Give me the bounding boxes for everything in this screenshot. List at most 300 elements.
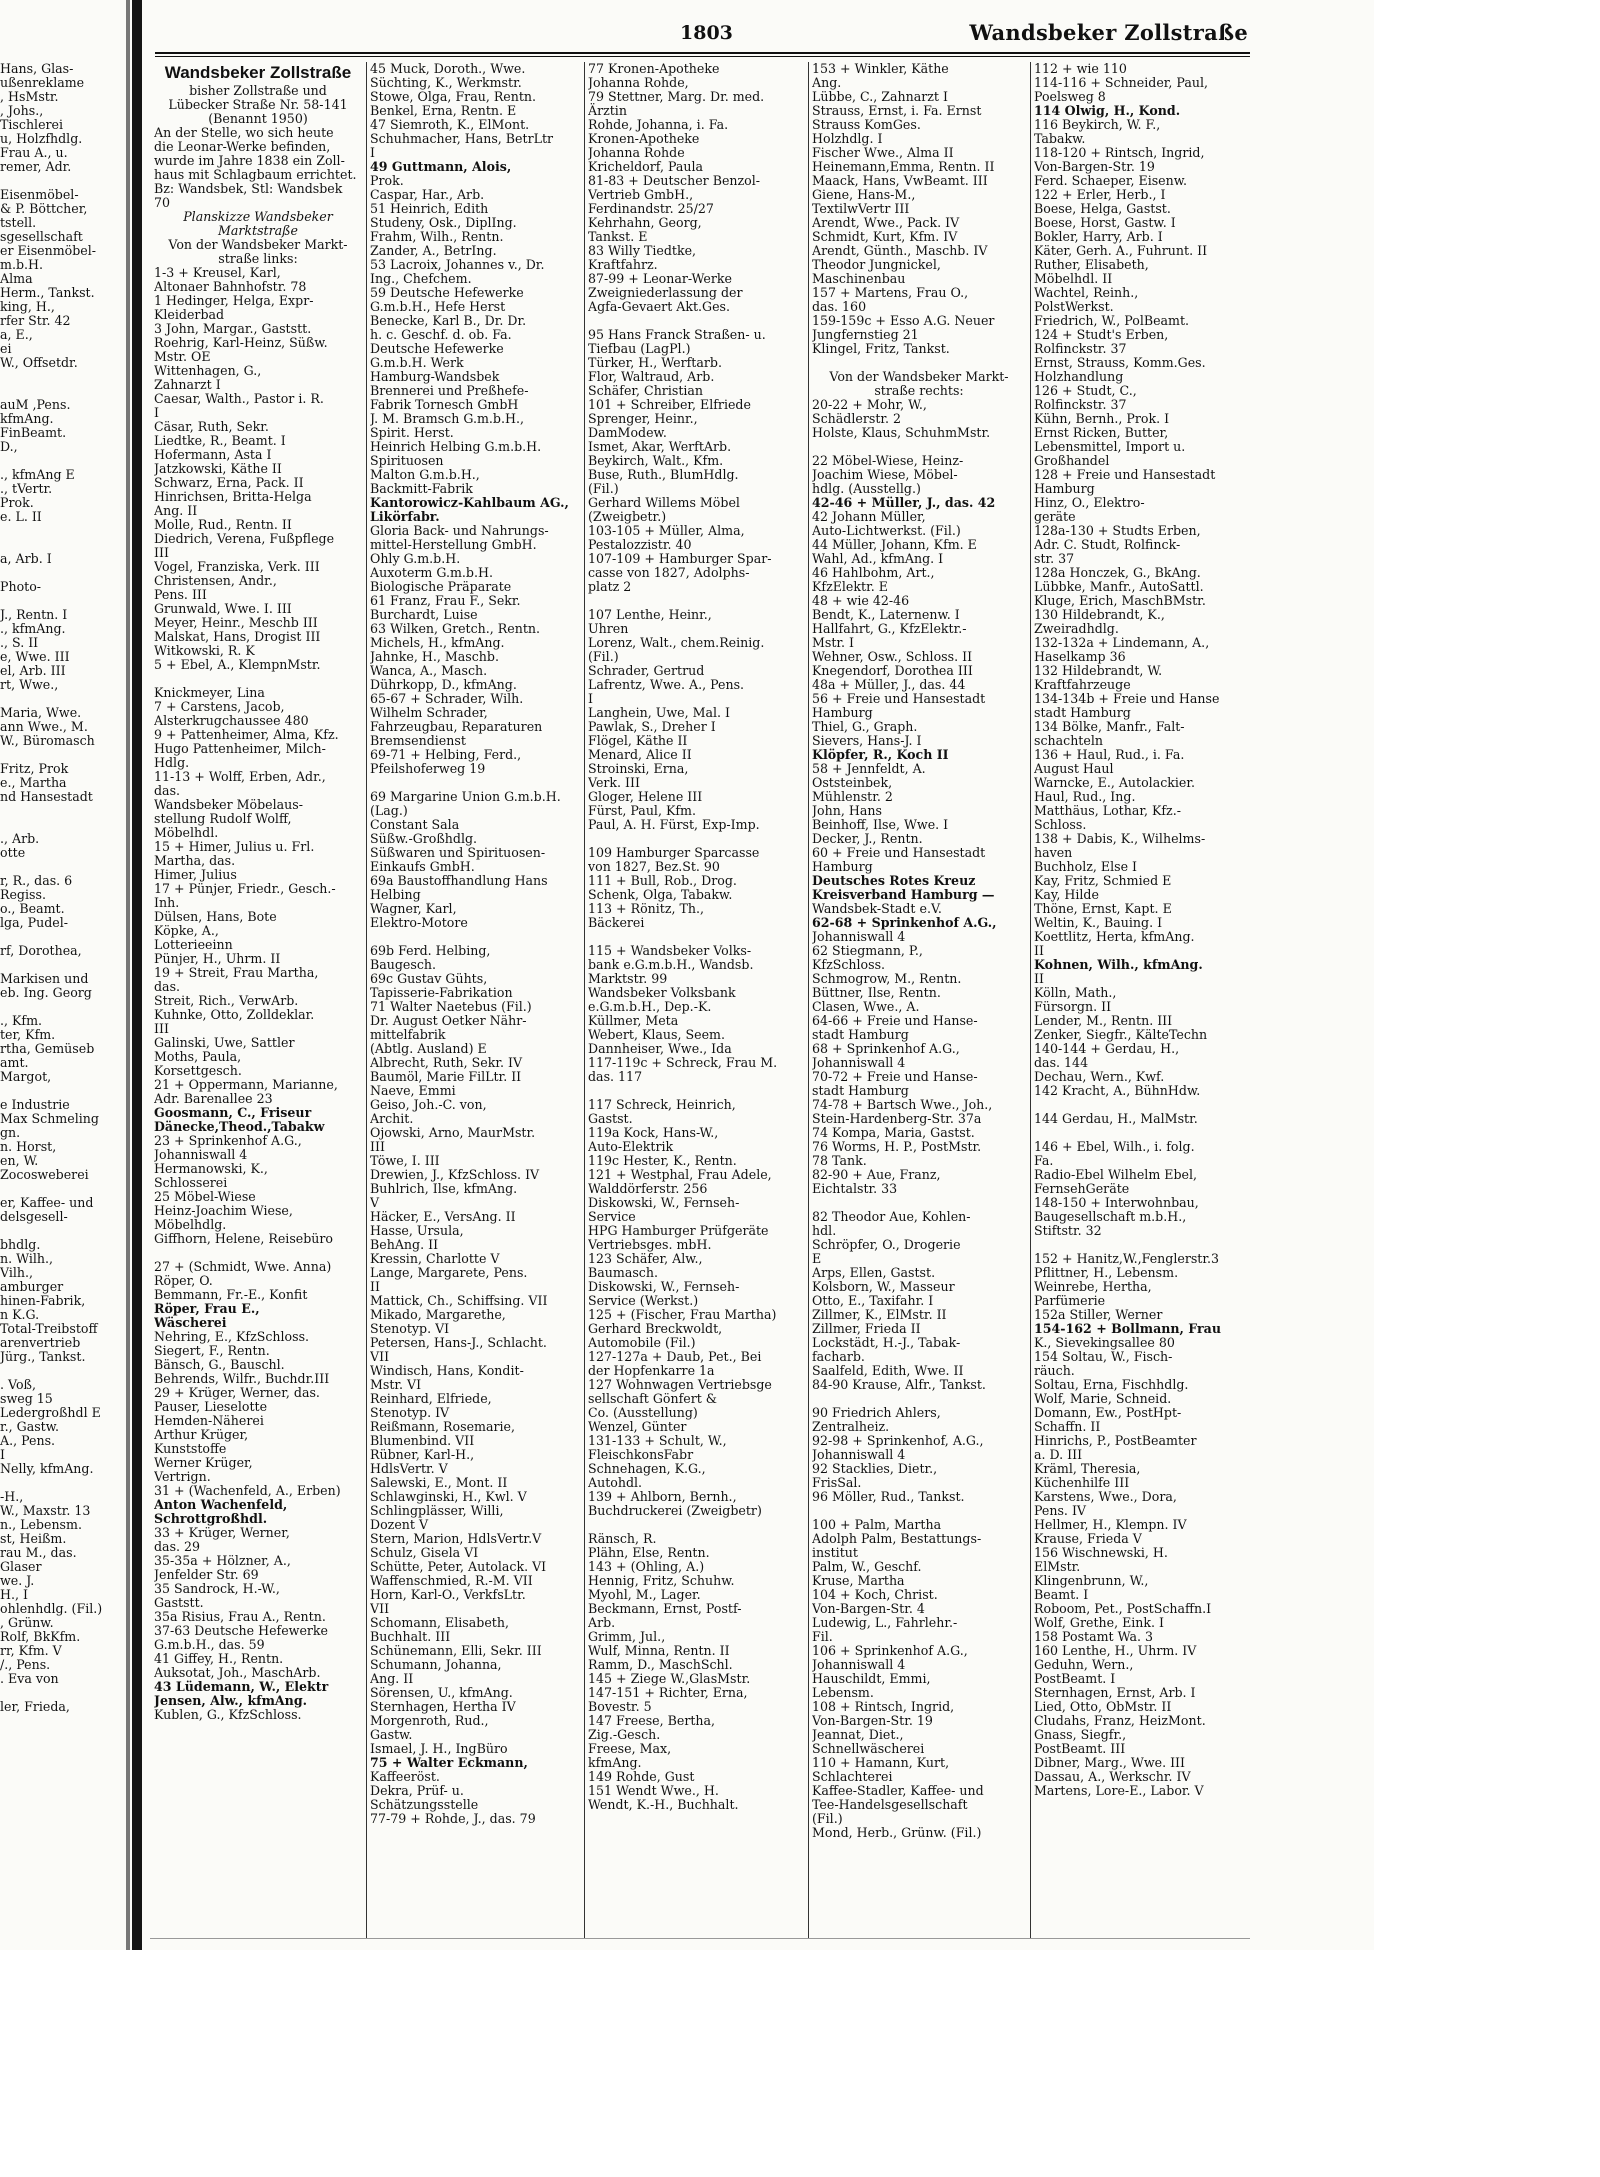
fragment-line: e. L. II bbox=[0, 509, 42, 524]
previous-page-fragment bbox=[0, 62, 126, 1714]
directory-entry: Schomann, Elisabeth, bbox=[370, 1615, 509, 1630]
directory-entry: 45 Muck, Doroth., Wwe. bbox=[370, 62, 526, 76]
directory-entry: Kuhnke, Otto, Zolldeklar. bbox=[154, 1007, 315, 1022]
directory-entry-bold: 49 Guttmann, Alois, bbox=[370, 159, 512, 174]
directory-entry: Hamburg bbox=[812, 705, 873, 720]
fragment-line: tstell. bbox=[0, 215, 37, 230]
directory-entry: 107 Lenthe, Heinr., bbox=[588, 607, 712, 622]
directory-entry: Michels, H., kfmAng. bbox=[370, 635, 505, 650]
directory-entry: Lübbke, Manfr., AutoSattl. bbox=[1034, 579, 1204, 594]
directory-entry: PostBeamt. I bbox=[1034, 1671, 1116, 1686]
directory-entry: Caesar, Walth., Pastor i. R. bbox=[154, 391, 324, 406]
directory-entry: haven bbox=[1034, 845, 1073, 860]
fragment-line: Vilh., bbox=[0, 1265, 34, 1280]
directory-entry: Lorenz, Walt., chem.Reinig. bbox=[588, 635, 765, 650]
directory-column-4 bbox=[812, 62, 1026, 1840]
directory-entry: Adr. Barenallee 23 bbox=[154, 1091, 273, 1106]
directory-entry: Albrecht, Ruth, Sekr. IV bbox=[370, 1055, 523, 1070]
directory-entry: Hemden-Näherei bbox=[154, 1413, 264, 1428]
directory-entry: Fa. bbox=[1034, 1153, 1054, 1168]
directory-entry: III bbox=[370, 1139, 385, 1154]
directory-entry: III bbox=[154, 1021, 169, 1036]
directory-entry: 154 Soltau, W., Fisch- bbox=[1034, 1349, 1173, 1364]
fragment-line: Total-Treibstoff bbox=[0, 1321, 98, 1336]
directory-entry: Stern, Marion, HdlsVertr.V bbox=[370, 1531, 542, 1546]
fragment-line: D., bbox=[0, 439, 18, 454]
directory-entry: Verk. III bbox=[588, 775, 640, 790]
directory-entry: Hasse, Ursula, bbox=[370, 1223, 464, 1238]
directory-entry-bold: Klöpfer, R., Koch II bbox=[812, 747, 949, 762]
directory-entry: Pawlak, S., Dreher I bbox=[588, 719, 716, 734]
directory-entry: Rolfinckstr. 37 bbox=[1034, 397, 1127, 412]
directory-entry: 1 Hedinger, Helga, Expr- bbox=[154, 293, 314, 308]
directory-entry: geräte bbox=[1034, 509, 1076, 524]
directory-entry: Möbelhdl. bbox=[154, 825, 219, 840]
directory-entry: Hugo Pattenheimer, Milch- bbox=[154, 741, 326, 756]
directory-entry: Mstr. I bbox=[812, 635, 855, 650]
directory-entry: 29 + Krüger, Werner, das. bbox=[154, 1385, 320, 1400]
directory-entry: 138 + Dabis, K., Wilhelms- bbox=[1034, 831, 1206, 846]
directory-entry: HdlsVertr. V bbox=[370, 1461, 448, 1476]
directory-entry: Baugesch. bbox=[370, 957, 437, 972]
directory-entry: Soltau, Erna, Fischhdlg. bbox=[1034, 1377, 1189, 1392]
directory-entry: Lange, Margarete, Pens. bbox=[370, 1265, 528, 1280]
directory-entry: 112 + wie 110 bbox=[1034, 62, 1127, 76]
directory-entry: Beinhoff, Ilse, Wwe. I bbox=[812, 817, 949, 832]
directory-entry bbox=[370, 930, 580, 944]
directory-entry: Geiso, Joh.-C. von, bbox=[370, 1097, 487, 1112]
fragment-line: n. Horst, bbox=[0, 1139, 57, 1154]
directory-entry: Eichtalstr. 33 bbox=[812, 1181, 898, 1196]
directory-entry: Bemmann, Fr.-E., Konfit bbox=[154, 1287, 308, 1302]
header-rule bbox=[155, 52, 1250, 54]
fragment-line bbox=[0, 538, 126, 552]
directory-entry: Schnehagen, K.G., bbox=[588, 1461, 706, 1476]
directory-entry: I bbox=[588, 691, 593, 706]
directory-entry: Autohdl. bbox=[588, 1475, 643, 1490]
directory-entry: Windisch, Hans, Kondit- bbox=[370, 1363, 524, 1378]
fragment-line: ei bbox=[0, 341, 12, 356]
directory-entry: 59 Deutsche Hefewerke bbox=[370, 285, 524, 300]
directory-entry: str. 37 bbox=[1034, 551, 1075, 566]
directory-entry: Käter, Gerh. A., Fuhrunt. II bbox=[1034, 243, 1208, 258]
directory-entry: 111 + Bull, Rob., Drog. bbox=[588, 873, 737, 888]
fragment-line: Frau A., u. bbox=[0, 145, 68, 160]
directory-entry-bold: Anton Wachenfeld, bbox=[154, 1497, 288, 1512]
directory-entry: Tabakw. bbox=[1034, 131, 1086, 146]
fragment-line: lga, Pudel- bbox=[0, 915, 68, 930]
directory-entry: 46 Hahlbohm, Art., bbox=[812, 565, 935, 580]
directory-entry: Köpke, A., bbox=[154, 923, 219, 938]
directory-entry: Pfeilshoferweg 19 bbox=[370, 761, 486, 776]
directory-entry: Strauss, Ernst, i. Fa. Ernst bbox=[812, 103, 982, 118]
directory-entry: 126 + Studt, C., bbox=[1034, 383, 1137, 398]
directory-entry: Schlawginski, H., Kwl. V bbox=[370, 1489, 527, 1504]
directory-entry: Weltin, K., Bauing. I bbox=[1034, 915, 1163, 930]
directory-entry: Von-Bargen-Str. 19 bbox=[1034, 159, 1155, 174]
directory-entry: Büttner, Ilse, Rentn. bbox=[812, 985, 941, 1000]
directory-entry: Dr. August Oetker Nähr- bbox=[370, 1013, 527, 1028]
fragment-line: e, Wwe. III bbox=[0, 649, 70, 664]
directory-entry: Domann, Ew., PostHpt- bbox=[1034, 1405, 1182, 1420]
fragment-line bbox=[0, 1084, 126, 1098]
directory-entry: (Zweigbetr.) bbox=[588, 509, 667, 524]
directory-entry: Haselkamp 36 bbox=[1034, 649, 1126, 664]
directory-entry: An der Stelle, wo sich heute bbox=[154, 125, 334, 140]
directory-entry: Ferdinandstr. 25/27 bbox=[588, 201, 714, 216]
directory-entry bbox=[812, 1504, 1026, 1518]
directory-entry: 74-78 + Bartsch Wwe., Joh., bbox=[812, 1097, 993, 1112]
fragment-line: eb. Ing. Georg bbox=[0, 985, 92, 1000]
directory-entry: Fürst, Paul, Kfm. bbox=[588, 803, 696, 818]
directory-entry: Marktstr. 99 bbox=[588, 971, 668, 986]
directory-entry: Jahnke, H., Maschb. bbox=[370, 649, 499, 664]
directory-entry: Schmidt, Kurt, Kfm. IV bbox=[812, 229, 958, 244]
directory-entry: 17 + Pünjer, Friedr., Gesch.- bbox=[154, 881, 336, 896]
directory-entry-bold: Jensen, Alw., kfmAng. bbox=[154, 1693, 308, 1708]
directory-entry: Zig.-Gesch. bbox=[588, 1727, 661, 1742]
directory-entry: 142 Kracht, A., BühnHdw. bbox=[1034, 1083, 1201, 1098]
directory-entry: Gerhard Breckwoldt, bbox=[588, 1321, 723, 1336]
fragment-line: ter, Kfm. bbox=[0, 1027, 56, 1042]
directory-entry: Stein-Hardenberg-Str. 37a bbox=[812, 1111, 982, 1126]
directory-entry: Kehrhahn, Georg, bbox=[588, 215, 702, 230]
directory-entry: 118-120 + Rintsch, Ingrid, bbox=[1034, 145, 1205, 160]
directory-entry: 69 Margarine Union G.m.b.H. bbox=[370, 789, 561, 804]
directory-entry: Johanniswall 4 bbox=[812, 1055, 906, 1070]
directory-entry-bold: Wäscherei bbox=[154, 1315, 227, 1330]
directory-entry: Bäckerei bbox=[588, 915, 645, 930]
directory-entry: 117-119c + Schreck, Frau M. bbox=[588, 1055, 778, 1070]
directory-entry: 100 + Palm, Martha bbox=[812, 1517, 942, 1532]
directory-entry-bold: Goosmann, C., Friseur bbox=[154, 1105, 312, 1120]
directory-entry: Schnellwäscherei bbox=[812, 1741, 925, 1756]
directory-entry: 5 + Ebel, A., KlempnMstr. bbox=[154, 657, 321, 672]
directory-entry: G.m.b.H., das. 59 bbox=[154, 1637, 265, 1652]
directory-entry: 106 + Sprinkenhof A.G., bbox=[812, 1643, 968, 1658]
directory-entry: 115 + Wandsbeker Volks- bbox=[588, 943, 752, 958]
directory-entry: Lied, Otto, ObMstr. II bbox=[1034, 1699, 1172, 1714]
fragment-line: W., Offsetdr. bbox=[0, 355, 78, 370]
directory-entry: Ernst Ricken, Butter, bbox=[1034, 425, 1169, 440]
directory-entry: Knegendorf, Dorothea III bbox=[812, 663, 973, 678]
directory-entry: (Abtlg. Ausland) E bbox=[370, 1041, 487, 1056]
directory-entry: 109 Hamburger Sparcasse bbox=[588, 845, 760, 860]
directory-entry: Meyer, Heinr., Meschb III bbox=[154, 615, 318, 630]
directory-entry: das. 160 bbox=[812, 299, 867, 314]
directory-entry: 11-13 + Wolff, Erben, Adr., bbox=[154, 769, 326, 784]
fragment-line: , Johs., bbox=[0, 103, 44, 118]
directory-entry: PostBeamt. III bbox=[1034, 1741, 1126, 1756]
directory-entry: 149 Rohde, Gust bbox=[588, 1769, 695, 1784]
directory-entry: Blumenbind. VII bbox=[370, 1433, 475, 1448]
directory-entry: Kühn, Bernh., Prok. I bbox=[1034, 411, 1170, 426]
directory-entry: 107-109 + Hamburger Spar- bbox=[588, 551, 772, 566]
directory-entry: Wendt, K.-H., Buchhalt. bbox=[588, 1797, 739, 1812]
directory-entry: Holste, Klaus, SchuhmMstr. bbox=[812, 425, 991, 440]
directory-entry: mittel-Herstellung GmbH. bbox=[370, 537, 537, 552]
directory-entry: 48 + wie 42-46 bbox=[812, 593, 910, 608]
directory-entry: Kublen, G., KfzSchloss. bbox=[154, 1707, 302, 1722]
directory-entry: Rohde, Johanna, i. Fa. bbox=[588, 117, 729, 132]
fragment-line: amt. bbox=[0, 1055, 29, 1070]
directory-entry: Lender, M., Rentn. III bbox=[1034, 1013, 1173, 1028]
directory-entry: Arthur Krüger, bbox=[154, 1427, 249, 1442]
directory-entry: Schätzungsstelle bbox=[370, 1797, 479, 1812]
directory-entry: II bbox=[1034, 971, 1044, 986]
directory-entry: Weinrebe, Hertha, bbox=[1034, 1279, 1152, 1294]
directory-entry: Baugesellschaft m.b.H., bbox=[1034, 1209, 1187, 1224]
directory-entry: Co. (Ausstellung) bbox=[588, 1405, 698, 1420]
directory-entry: 113 + Rönitz, Th., bbox=[588, 901, 705, 916]
directory-entry: 21 + Oppermann, Marianne, bbox=[154, 1077, 338, 1092]
fragment-line bbox=[0, 1686, 126, 1700]
directory-entry: Wandsbeker Möbelaus- bbox=[154, 797, 303, 812]
directory-entry: Schmogrow, M., Rentn. bbox=[812, 971, 962, 986]
fragment-line: r, R., das. 6 bbox=[0, 873, 73, 888]
directory-entry: räuch. bbox=[1034, 1363, 1075, 1378]
directory-entry: Pünjer, H., Uhrm. II bbox=[154, 951, 281, 966]
directory-entry: 74 Kompa, Maria, Gastst. bbox=[812, 1125, 975, 1140]
directory-entry: (Fil.) bbox=[812, 1811, 843, 1826]
directory-entry: Heinrich Helbing G.m.b.H. bbox=[370, 439, 542, 454]
column-divider bbox=[1030, 62, 1031, 1938]
directory-entry: 41 Giffey, H., Rentn. bbox=[154, 1651, 284, 1666]
fragment-line: delsgesell- bbox=[0, 1209, 68, 1224]
directory-entry: Bendt, K., Laternenw. I bbox=[812, 607, 960, 622]
directory-entry: Schaffn. II bbox=[1034, 1419, 1101, 1434]
directory-entry: Tiefbau (LagPl.) bbox=[588, 341, 691, 356]
directory-entry: Archit. bbox=[370, 1111, 414, 1126]
directory-entry: Dechau, Wern., Kwf. bbox=[1034, 1069, 1165, 1084]
directory-entry: Menard, Alice II bbox=[588, 747, 692, 762]
directory-entry: Wahl, Ad., kfmAng. I bbox=[812, 551, 944, 566]
directory-entry: Wolf, Marie, Schneid. bbox=[1034, 1391, 1172, 1406]
directory-entry: Service bbox=[588, 1209, 636, 1224]
directory-entry: (Fil.) bbox=[588, 481, 619, 496]
directory-entry: 62 Stiegmann, P., bbox=[812, 943, 923, 958]
fragment-line: Markisen und bbox=[0, 971, 89, 986]
directory-entry: Arps, Ellen, Gastst. bbox=[812, 1265, 936, 1280]
directory-entry: 125 + (Fischer, Frau Martha) bbox=[588, 1307, 777, 1322]
fragment-line: rt, Wwe., bbox=[0, 677, 59, 692]
section-note: bisher Zollstraße und bbox=[189, 83, 327, 98]
directory-entry: Schenk, Olga, Tabakw. bbox=[588, 887, 733, 902]
directory-entry: Knickmeyer, Lina bbox=[154, 685, 265, 700]
directory-entry: Einkaufs GmbH. bbox=[370, 859, 475, 874]
directory-entry: Horn, Karl-O., VerkfsLtr. bbox=[370, 1587, 526, 1602]
running-title: Wandsbeker Zollstraße bbox=[969, 20, 1248, 45]
fragment-line: bhdlg. bbox=[0, 1237, 41, 1252]
directory-entry: Mikado, Margarethe, bbox=[370, 1307, 506, 1322]
directory-entry: 44 Müller, Johann, Kfm. E bbox=[812, 537, 977, 552]
directory-entry: Kressin, Charlotte V bbox=[370, 1251, 500, 1266]
directory-entry: Hellmer, H., Klempn. IV bbox=[1034, 1517, 1187, 1532]
directory-entry-bold: Deutsches Rotes Kreuz bbox=[812, 873, 976, 888]
fragment-line: Tischlerei bbox=[0, 117, 64, 132]
directory-entry: DamModew. bbox=[588, 425, 667, 440]
directory-entry: Heinz-Joachim Wiese, bbox=[154, 1203, 293, 1218]
directory-entry: Fabrik Tornesch GmbH bbox=[370, 397, 519, 412]
directory-entry: Kräml, Theresia, bbox=[1034, 1461, 1141, 1476]
fragment-line: e., Martha bbox=[0, 775, 67, 790]
fragment-line: Herm., Tankst. bbox=[0, 285, 95, 300]
directory-entry: Zillmer, K., ElMstr. II bbox=[812, 1307, 947, 1322]
directory-entry: 23 + Sprinkenhof A.G., bbox=[154, 1133, 302, 1148]
directory-entry: 122 + Erler, Herb., I bbox=[1034, 187, 1166, 202]
fragment-line: rr, Kfm. V bbox=[0, 1643, 62, 1658]
directory-entry: 37-63 Deutsche Hefewerke bbox=[154, 1623, 329, 1638]
directory-entry: Möbelhdl. II bbox=[1034, 271, 1113, 286]
directory-entry: Morgenroth, Rud., bbox=[370, 1713, 489, 1728]
directory-entry: 158 Postamt Wa. 3 bbox=[1034, 1629, 1154, 1644]
directory-entry: Waffenschmied, R.-M. VII bbox=[370, 1573, 533, 1588]
directory-entry: Cludahs, Franz, HeizMont. bbox=[1034, 1713, 1206, 1728]
directory-entry: 15 + Himer, Julius u. Frl. bbox=[154, 839, 315, 854]
directory-entry: Stiftstr. 32 bbox=[1034, 1223, 1102, 1238]
directory-entry: 82-90 + Aue, Franz, bbox=[812, 1167, 941, 1182]
directory-entry: 69c Gustav Gühts, bbox=[370, 971, 488, 986]
directory-entry: Von-Bargen-Str. 4 bbox=[812, 1601, 925, 1616]
directory-entry bbox=[1034, 1238, 1248, 1252]
directory-entry: Benecke, Karl B., Dr. Dr. bbox=[370, 313, 527, 328]
directory-entry: 132 Hildebrandt, W. bbox=[1034, 663, 1163, 678]
directory-entry-bold: 154-162 + Bollmann, Frau bbox=[1034, 1321, 1221, 1336]
fragment-line: n K.G. bbox=[0, 1307, 40, 1322]
directory-entry: 60 + Freie und Hansestadt bbox=[812, 845, 986, 860]
directory-entry: 144 Gerdau, H., MalMstr. bbox=[1034, 1111, 1198, 1126]
directory-entry: Siegert, F., Rentn. bbox=[154, 1343, 270, 1358]
directory-entry: I bbox=[154, 405, 159, 420]
directory-entry: Auxoterm G.m.b.H. bbox=[370, 565, 493, 580]
directory-entry: Martens, Lore-E., Labor. V bbox=[1034, 1783, 1204, 1798]
directory-entry: Maack, Hans, VwBeamt. III bbox=[812, 173, 988, 188]
fragment-line: . Voß, bbox=[0, 1377, 36, 1392]
directory-entry: hdlg. (Ausstellg.) bbox=[812, 481, 921, 496]
directory-entry: Schrader, Gertrud bbox=[588, 663, 705, 678]
directory-entry bbox=[812, 1392, 1026, 1406]
directory-entry-bold: Dänecke,Theod.,Tabakw bbox=[154, 1119, 325, 1134]
directory-entry: Burchardt, Luise bbox=[370, 607, 478, 622]
directory-entry: Matthäus, Lothar, Kfz.- bbox=[1034, 803, 1181, 818]
directory-entry: Automobile (Fil.) bbox=[588, 1335, 696, 1350]
fragment-line: remer, Adr. bbox=[0, 159, 72, 174]
directory-entry: Wachtel, Reinh., bbox=[1034, 285, 1139, 300]
directory-entry: Thöne, Ernst, Kapt. E bbox=[1034, 901, 1172, 916]
directory-entry: stadt Hamburg bbox=[812, 1083, 909, 1098]
directory-entry: Dibner, Marg., Wwe. III bbox=[1034, 1755, 1185, 1770]
fragment-line: a, Arb. I bbox=[0, 551, 52, 566]
directory-entry: Himer, Julius bbox=[154, 867, 237, 882]
directory-entry: Auksotat, Joh., MaschArb. bbox=[154, 1665, 321, 1680]
directory-entry: 134-134b + Freie und Hanse bbox=[1034, 691, 1220, 706]
directory-entry: Ohly G.m.b.H. bbox=[370, 551, 461, 566]
directory-entry: Petersen, Hans-J., Schlacht. bbox=[370, 1335, 547, 1350]
directory-entry: 70 bbox=[154, 195, 171, 210]
directory-entry: Küchenhilfe III bbox=[1034, 1475, 1130, 1490]
directory-entry: 65-67 + Schrader, Wilh. bbox=[370, 691, 524, 706]
directory-entry bbox=[588, 832, 804, 846]
fragment-line: a, E., bbox=[0, 327, 33, 342]
directory-entry: Johanniswall 4 bbox=[812, 1657, 906, 1672]
directory-entry: Alsterkrugchaussee 480 bbox=[154, 713, 309, 728]
directory-entry: Radio-Ebel Wilhelm Ebel, bbox=[1034, 1167, 1197, 1182]
directory-entry: 147-151 + Richter, Erna, bbox=[588, 1685, 748, 1700]
directory-entry: Buchholz, Else I bbox=[1034, 859, 1138, 874]
directory-entry: 35 Sandrock, H.-W., bbox=[154, 1581, 280, 1596]
directory-entry: Ränsch, R. bbox=[588, 1531, 657, 1546]
directory-entry: Tee-Handelsgesellschaft bbox=[812, 1797, 968, 1812]
directory-entry: Bovestr. 5 bbox=[588, 1699, 652, 1714]
directory-entry: wurde im Jahre 1838 ein Zoll- bbox=[154, 153, 345, 168]
directory-entry: 68 + Sprinkenhof A.G., bbox=[812, 1041, 960, 1056]
directory-entry: Süßwaren und Spirituosen- bbox=[370, 845, 546, 860]
fragment-line: ., S. II bbox=[0, 635, 39, 650]
directory-entry: Schwarz, Erna, Pack. II bbox=[154, 475, 304, 490]
fragment-line: sgesellschaft bbox=[0, 229, 83, 244]
directory-entry: Schumann, Johanna, bbox=[370, 1657, 502, 1672]
directory-entry: Giffhorn, Helene, Reisebüro bbox=[154, 1231, 334, 1246]
directory-entry: J. M. Bramsch G.m.b.H., bbox=[370, 411, 524, 426]
directory-entry: Kraftfahrzeuge bbox=[1034, 677, 1131, 692]
directory-entry: 116 Beykirch, W. F., bbox=[1034, 117, 1161, 132]
fragment-line: I bbox=[0, 1447, 5, 1462]
directory-entry: Giene, Hans-M., bbox=[812, 187, 916, 202]
directory-entry: Hallfahrt, G., KfzElektr.- bbox=[812, 621, 967, 636]
fragment-line: auM ,Pens. bbox=[0, 397, 71, 412]
directory-entry: 159-159c + Esso A.G. Neuer bbox=[812, 313, 995, 328]
fragment-line: Eisenmöbel- bbox=[0, 187, 79, 202]
directory-entry: 31 + (Wachenfeld, A., Erben) bbox=[154, 1483, 341, 1498]
directory-entry: casse von 1827, Adolphs- bbox=[588, 565, 750, 580]
directory-entry: Kunststoffe bbox=[154, 1441, 227, 1456]
page-number: 1803 bbox=[680, 22, 733, 44]
directory-entry: Ing., Chefchem. bbox=[370, 271, 472, 286]
directory-entry: Clasen, Wwe., A. bbox=[812, 999, 920, 1014]
directory-entry: Stroinski, Erna, bbox=[588, 761, 689, 776]
directory-entry bbox=[588, 1518, 804, 1532]
directory-entry: Myohl, M., Lager. bbox=[588, 1587, 701, 1602]
directory-entry: 156 Wischnewski, H. bbox=[1034, 1545, 1168, 1560]
binding-shadow bbox=[126, 0, 130, 1950]
directory-entry: Backmitt-Fabrik bbox=[370, 481, 473, 496]
directory-entry: 35a Risius, Frau A., Rentn. bbox=[154, 1609, 326, 1624]
directory-entry: 84-90 Krause, Alfr., Tankst. bbox=[812, 1377, 986, 1392]
directory-entry: Johanniswall 4 bbox=[154, 1147, 248, 1162]
directory-entry: E bbox=[812, 1251, 822, 1266]
directory-entry: Töwe, I. III bbox=[370, 1153, 440, 1168]
fragment-line bbox=[0, 804, 126, 818]
directory-entry: Kluge, Erich, MaschBMstr. bbox=[1034, 593, 1206, 608]
directory-entry: 157 + Martens, Frau O., bbox=[812, 285, 969, 300]
directory-entry: Röper, O. bbox=[154, 1273, 213, 1288]
directory-entry: Vertriebsges. mbH. bbox=[588, 1237, 712, 1252]
directory-entry: 77 Kronen-Apotheke bbox=[588, 62, 720, 76]
directory-entry: Nehring, E., KfzSchloss. bbox=[154, 1329, 310, 1344]
directory-entry: 130 Hildebrandt, K., bbox=[1034, 607, 1165, 622]
directory-entry: Cäsar, Ruth, Sekr. bbox=[154, 419, 269, 434]
directory-entry: Warncke, E., Autolackier. bbox=[1034, 775, 1196, 790]
directory-entry: KfzElektr. E bbox=[812, 579, 888, 594]
directory-entry: VII bbox=[370, 1349, 390, 1364]
fragment-line: rtha, Gemüseb bbox=[0, 1041, 95, 1056]
directory-entry: Wandsbeker Volksbank bbox=[588, 985, 736, 1000]
directory-entry: Buhlrich, Ilse, kfmAng. bbox=[370, 1181, 518, 1196]
fragment-line: Jürg., Tankst. bbox=[0, 1349, 86, 1364]
directory-entry: 64-66 + Freie und Hanse- bbox=[812, 1013, 978, 1028]
directory-entry: Auto-Elektrik bbox=[588, 1139, 674, 1154]
directory-entry: 95 Hans Franck Straßen- u. bbox=[588, 327, 766, 342]
